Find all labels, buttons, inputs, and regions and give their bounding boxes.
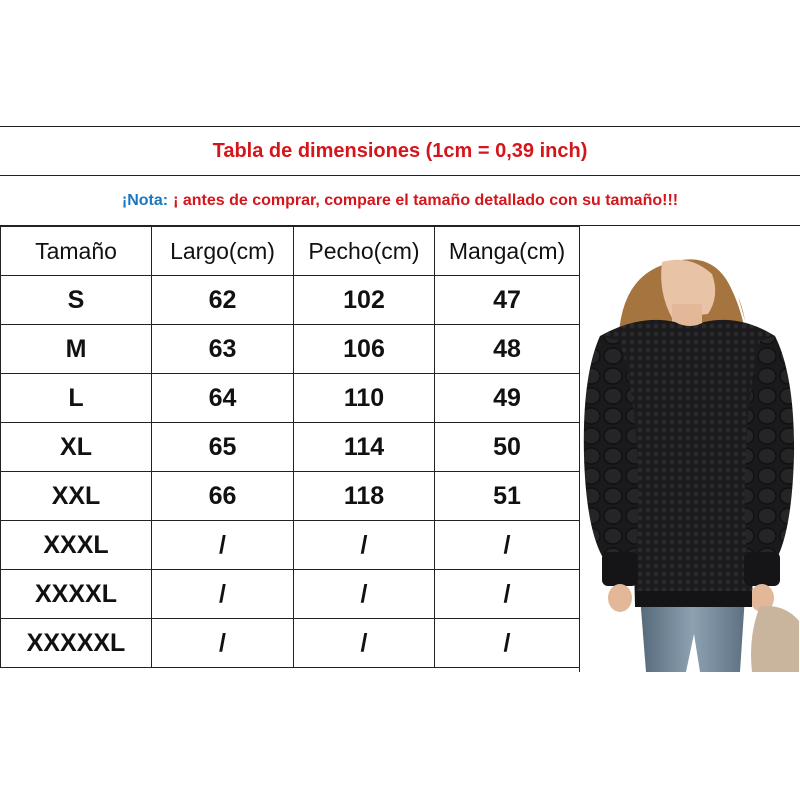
header-sleeve: Manga(cm) <box>435 227 580 276</box>
table-row <box>1 472 580 521</box>
woman-in-black-knit-sweater-icon <box>580 226 799 672</box>
length-cell: 65 <box>152 423 294 472</box>
sleeve-cell: / <box>435 570 580 619</box>
chest-cell: 118 <box>294 472 435 521</box>
size-chart-title: Tabla de dimensiones (1cm = 0,39 inch) <box>0 126 800 176</box>
chest-cell: / <box>294 521 435 570</box>
size-table <box>0 226 580 668</box>
length-cell: 66 <box>152 472 294 521</box>
header-size: Tamaño <box>1 227 152 276</box>
table-row <box>1 325 580 374</box>
sleeve-cell: / <box>435 521 580 570</box>
size-cell: XXXXL <box>1 570 152 619</box>
header-length: Largo(cm) <box>152 227 294 276</box>
size-cell: M <box>1 325 152 374</box>
length-cell: 64 <box>152 374 294 423</box>
size-cell: S <box>1 276 152 325</box>
sleeve-cell: 50 <box>435 423 580 472</box>
chest-cell: 102 <box>294 276 435 325</box>
header-chest: Pecho(cm) <box>294 227 435 276</box>
note-text: ¡ antes de comprar, compare el tamaño detallado con su tamaño!!! <box>173 191 679 209</box>
sleeve-cell: / <box>435 619 580 668</box>
size-cell: XXL <box>1 472 152 521</box>
note-label: ¡Nota: <box>121 191 169 209</box>
sleeve-cell: 51 <box>435 472 580 521</box>
chest-cell: 110 <box>294 374 435 423</box>
length-cell: / <box>152 521 294 570</box>
sleeve-cell: 47 <box>435 276 580 325</box>
table-row <box>1 374 580 423</box>
table-row <box>1 521 580 570</box>
chest-cell: / <box>294 619 435 668</box>
chest-cell: 106 <box>294 325 435 374</box>
product-photo <box>579 226 800 672</box>
size-cell: XXXL <box>1 521 152 570</box>
table-header-row <box>1 227 580 276</box>
chest-cell: / <box>294 570 435 619</box>
length-cell: 63 <box>152 325 294 374</box>
size-note <box>0 176 800 226</box>
table-row <box>1 619 580 668</box>
table-row <box>1 570 580 619</box>
size-cell: XXXXXL <box>1 619 152 668</box>
size-cell: L <box>1 374 152 423</box>
length-cell: / <box>152 570 294 619</box>
size-chart <box>0 126 800 672</box>
sleeve-cell: 49 <box>435 374 580 423</box>
size-cell: XL <box>1 423 152 472</box>
table-row <box>1 423 580 472</box>
sleeve-cell: 48 <box>435 325 580 374</box>
length-cell: / <box>152 619 294 668</box>
chest-cell: 114 <box>294 423 435 472</box>
length-cell: 62 <box>152 276 294 325</box>
table-row <box>1 276 580 325</box>
